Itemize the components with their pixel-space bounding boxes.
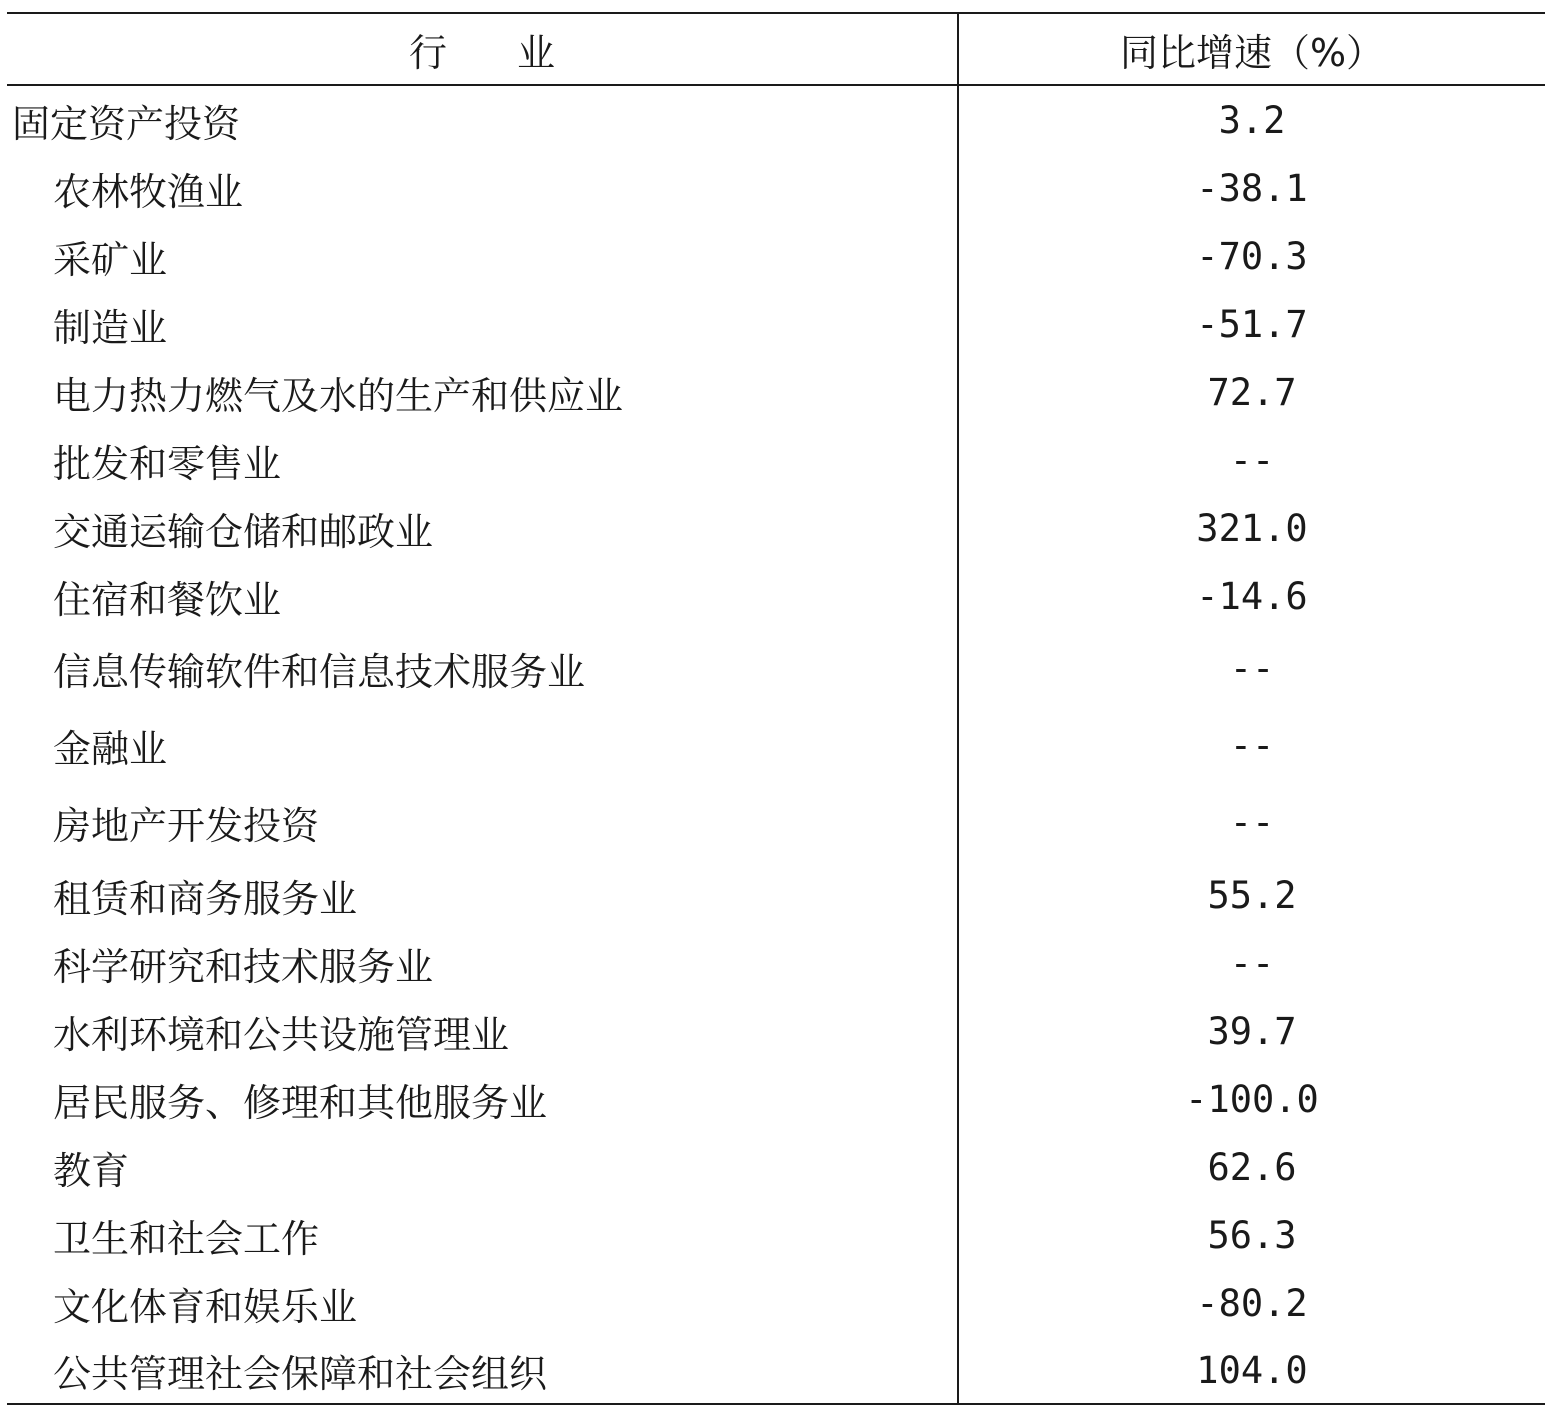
table-row	[7, 784, 1545, 861]
table-row	[7, 426, 1545, 494]
industry-name: 教育	[7, 1133, 958, 1201]
table-row	[7, 630, 1545, 707]
growth-value: --	[1229, 801, 1275, 844]
growth-value: -38.1	[1196, 166, 1308, 210]
table-row	[7, 154, 1545, 222]
table-row	[7, 1065, 1545, 1133]
growth-value: -100.0	[1185, 1077, 1319, 1121]
industry-name: 文化体育和娱乐业	[7, 1269, 958, 1337]
growth-value: 72.7	[1207, 370, 1297, 414]
table-row	[7, 290, 1545, 358]
growth-value: 56.3	[1207, 1213, 1297, 1257]
industry-name: 住宿和餐饮业	[7, 562, 958, 630]
industry-name: 制造业	[7, 290, 958, 358]
growth-value: 62.6	[1207, 1145, 1297, 1189]
growth-value: -14.6	[1196, 574, 1308, 618]
header-industry	[7, 13, 958, 85]
table-row	[7, 1337, 1545, 1404]
table-row	[7, 85, 1545, 154]
growth-value: -80.2	[1196, 1281, 1308, 1325]
table-row	[7, 861, 1545, 929]
growth-value: -70.3	[1196, 234, 1308, 278]
growth-value: 321.0	[1196, 506, 1308, 550]
table-body	[7, 85, 1545, 1404]
table-row	[7, 997, 1545, 1065]
industry-name: 居民服务、修理和其他服务业	[7, 1065, 958, 1133]
industry-name: 批发和零售业	[7, 426, 958, 494]
growth-value: 104.0	[958, 1337, 1545, 1404]
industry-name: 采矿业	[7, 222, 958, 290]
industry-name: 科学研究和技术服务业	[7, 929, 958, 997]
industry-name: 租赁和商务服务业	[7, 861, 958, 929]
growth-value: --	[1229, 724, 1275, 767]
table-header	[7, 13, 1545, 85]
growth-value: --	[1229, 941, 1275, 985]
growth-value: --	[1229, 647, 1275, 690]
growth-value: --	[1229, 438, 1275, 482]
industry-growth-table-container	[7, 12, 1545, 1405]
table-row	[7, 222, 1545, 290]
header-row	[7, 13, 1545, 85]
table-row	[7, 358, 1545, 426]
table-row	[7, 707, 1545, 784]
industry-name: 交通运输仓储和邮政业	[7, 494, 958, 562]
industry-name: 电力热力燃气及水的生产和供应业	[7, 358, 958, 426]
table-row	[7, 1201, 1545, 1269]
table-row	[7, 494, 1545, 562]
header-growth: 同比增速（%）	[958, 13, 1545, 85]
industry-name: 公共管理社会保障和社会组织	[7, 1337, 958, 1404]
industry-name: 农林牧渔业	[7, 154, 958, 222]
growth-value: 55.2	[1207, 873, 1297, 917]
growth-value: 39.7	[1207, 1009, 1297, 1053]
growth-value: 3.2	[1218, 98, 1286, 142]
industry-name: 卫生和社会工作	[7, 1201, 958, 1269]
industry-name: 水利环境和公共设施管理业	[7, 997, 958, 1065]
industry-name: 金融业	[7, 707, 958, 784]
growth-value: -51.7	[1196, 302, 1308, 346]
industry-name: 房地产开发投资	[7, 784, 958, 861]
industry-name: 固定资产投资	[7, 85, 958, 154]
table-row	[7, 1133, 1545, 1201]
header-industry-label: 行业	[408, 30, 625, 75]
industry-growth-table	[7, 12, 1545, 1405]
table-row	[7, 929, 1545, 997]
industry-name: 信息传输软件和信息技术服务业	[7, 630, 958, 707]
table-row	[7, 562, 1545, 630]
table-row	[7, 1269, 1545, 1337]
